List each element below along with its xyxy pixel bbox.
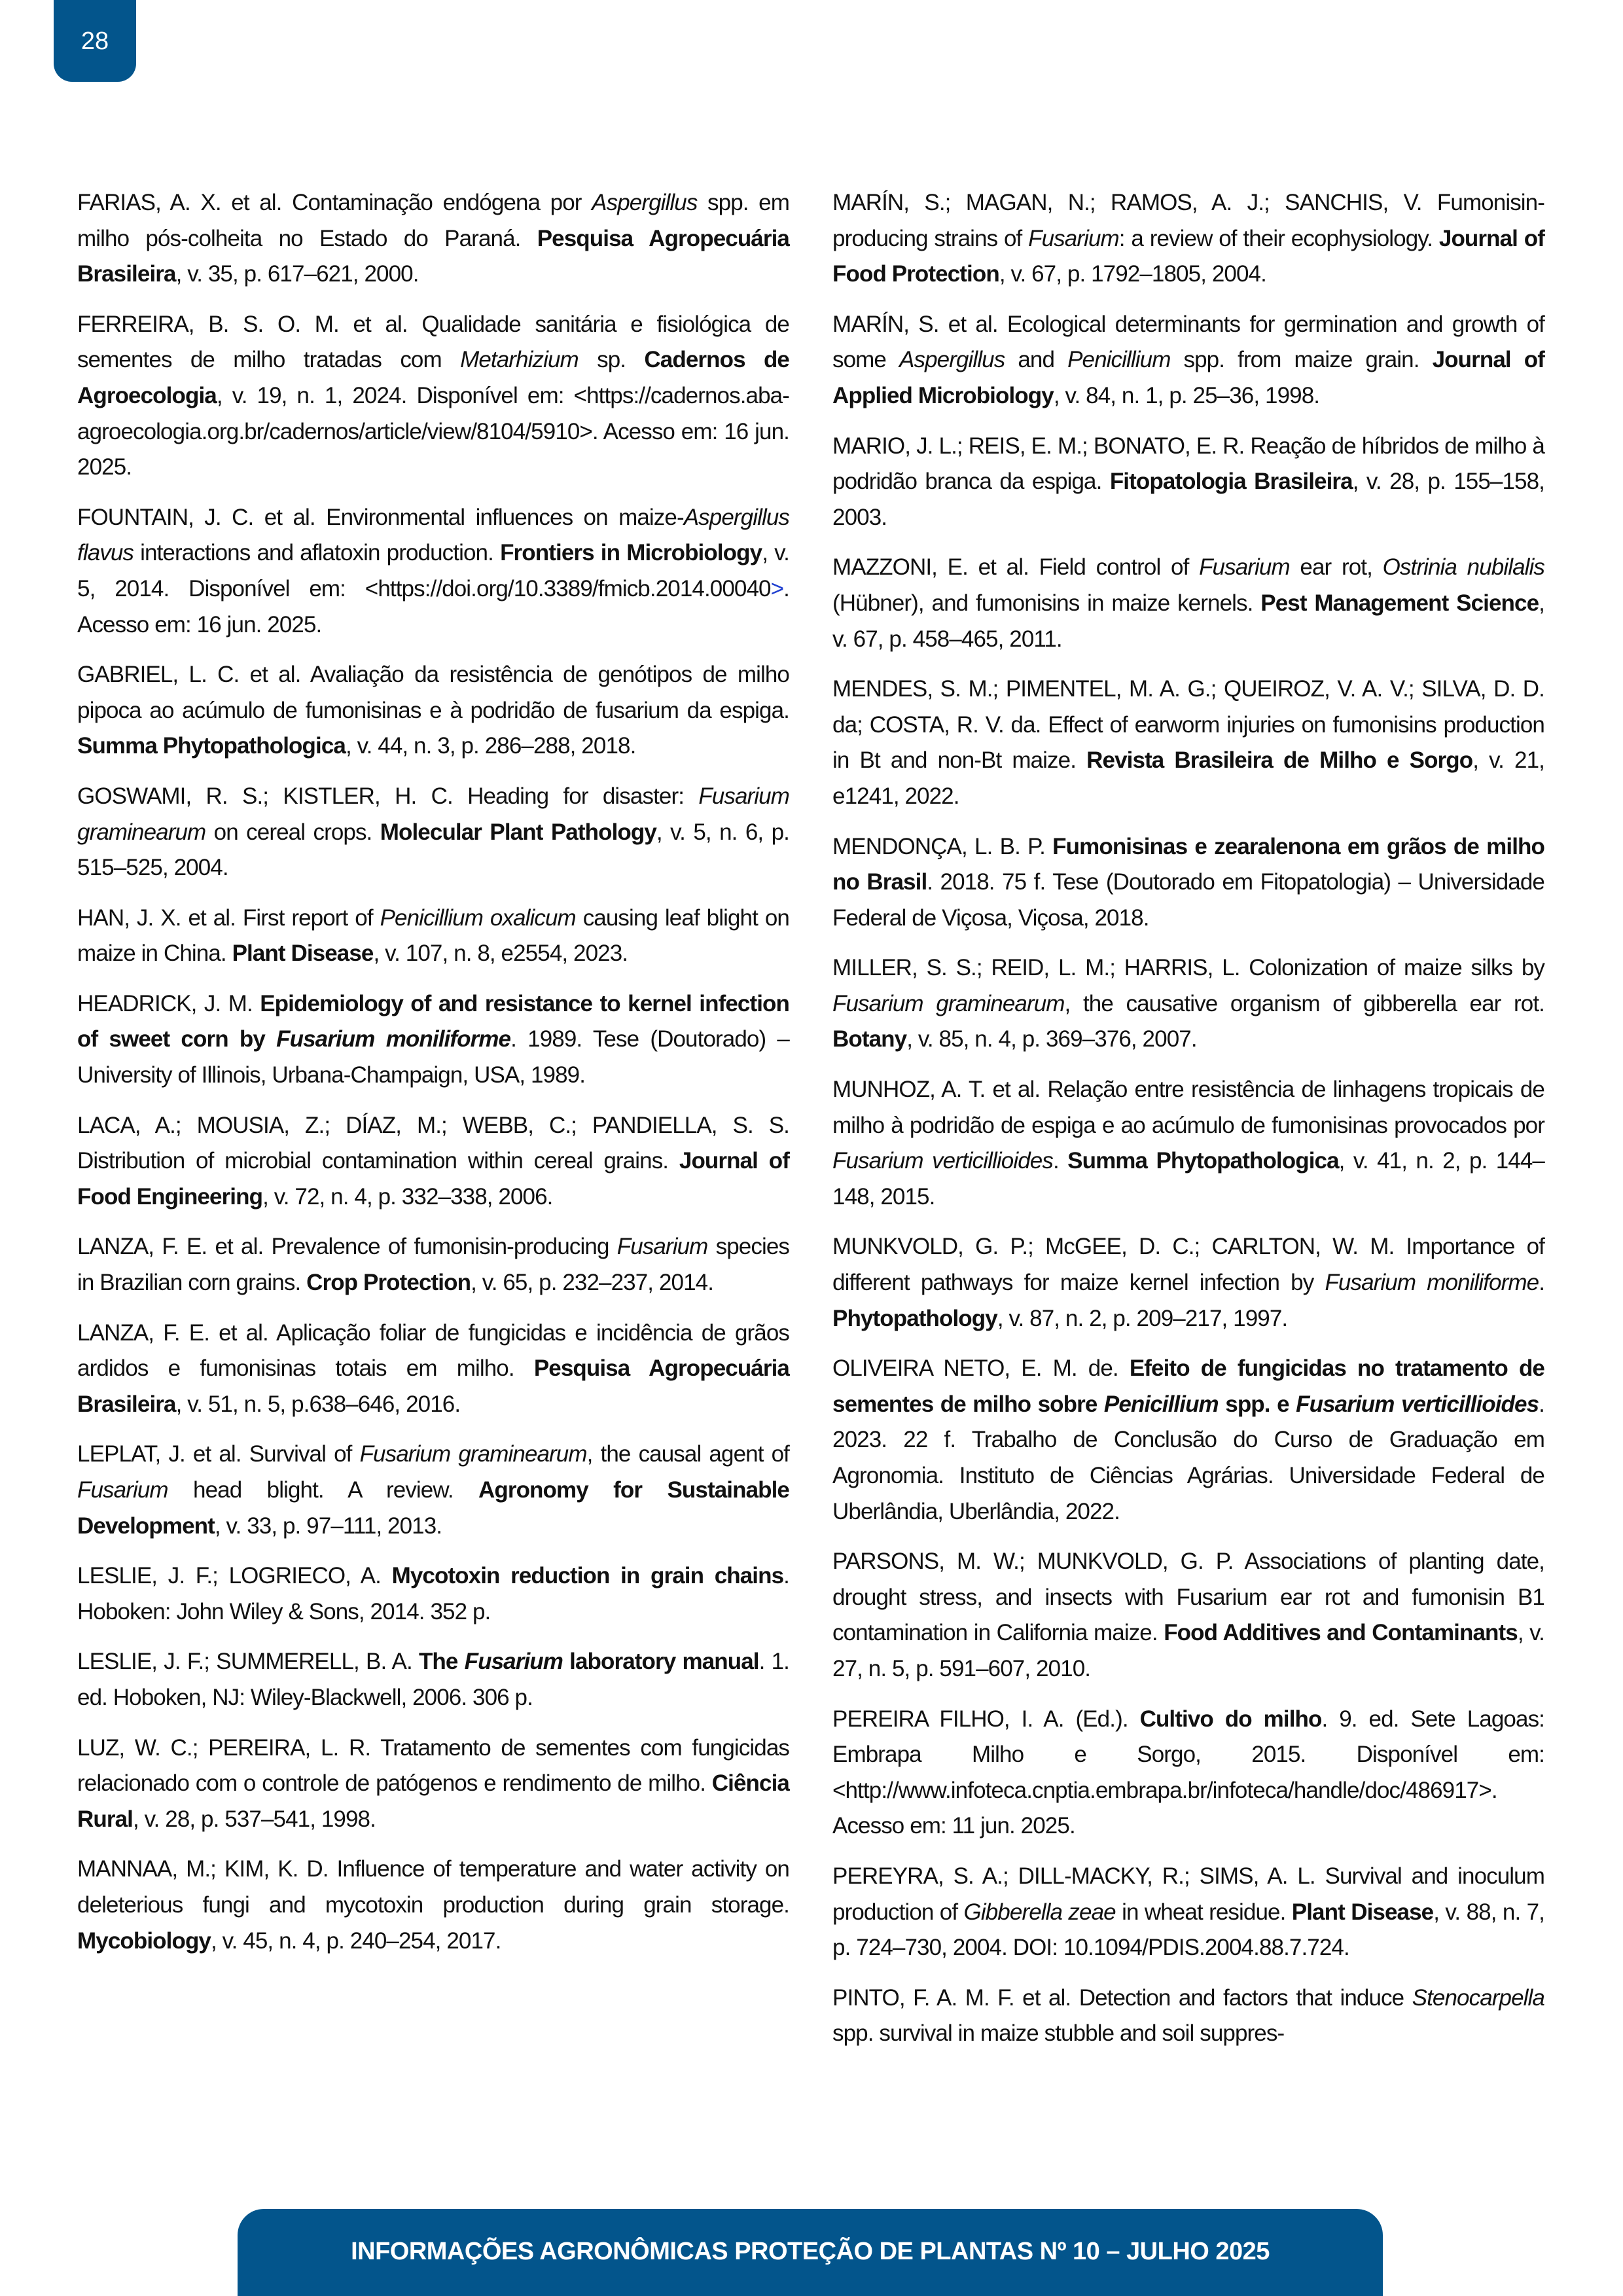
reference-text: . 2023. 22 f. Trabalho de Conclusão do Curso de Graduação em Agronomia. Instituto de Ciências Agrárias. Universidade Federal de Uberlândia, Uberlândia, 2022. [832, 1391, 1544, 1524]
reference-text: LEPLAT, J. et al. Survival of [77, 1441, 360, 1467]
reference-text: , v. 65, p. 232–237, 2014. [471, 1270, 714, 1296]
reference-title-bold: Penicillium [1103, 1391, 1219, 1417]
reference-text: species in Brazilian corn grains. [77, 1234, 790, 1296]
reference-text: MANNAA, M.; KIM, K. D. Influence of temperature and water activity on deleterious fungi and mycotoxin production during grain storage. [77, 1856, 789, 1918]
reference-species-italic: Fusarium [616, 1234, 708, 1260]
page-number-badge [54, 0, 136, 82]
reference-species-italic: Aspergillus flavus [77, 504, 789, 566]
reference-species-italic: Penicillium oxalicum [380, 905, 576, 931]
reference-text: , v. 5, n. 6, p. 515–525, 2004. [77, 819, 789, 881]
reference-text: , the causal agent of [586, 1441, 789, 1467]
reference-text: LESLIE, J. F.; SUMMERELL, B. A. [77, 1649, 419, 1675]
reference-text: MENDONÇA, L. B. P. [832, 833, 1053, 859]
footer-publication-title: INFORMAÇÕES AGRONÔMICAS PROTEÇÃO DE PLANTAS Nº 10 – JULHO 2025 [351, 2238, 1270, 2265]
reference-entry [832, 1544, 1544, 1687]
reference-text: MUNHOZ, A. T. et al. Relação entre resistência de linhagens tropicais de milho à podridão de espiga e ao acúmulo de fumonisinas provocados por [832, 1077, 1544, 1138]
reference-title-bold: Journal of Food Protection [832, 225, 1544, 287]
reference-text: FOUNTAIN, J. C. et al. Environmental influences on maize- [77, 504, 684, 530]
reference-species-italic: Fusarium graminearum [832, 990, 1065, 1016]
reference-text: LACA, A.; MOUSIA, Z.; DÍAZ, M.; WEBB, C.; PANDIELLA, S. S. Distribution of microbial contamination within cereal grains. [77, 1112, 789, 1174]
reference-entry [832, 1072, 1544, 1215]
reference-entry [77, 657, 789, 764]
reference-title-bold: Pesquisa Agropecuária Brasileira [77, 225, 789, 287]
reference-title-bold: Fumonisinas e zearalenona em grãos de milho no Brasil [832, 833, 1544, 895]
reference-entry [77, 307, 789, 486]
reference-text: , v. 45, n. 4, p. 240–254, 2017. [211, 1928, 501, 1954]
reference-entry [77, 1229, 789, 1300]
reference-text: MARIO, J. L.; REIS, E. M.; BONATO, E. R. Reação de híbridos de milho à podridão branca da espiga. [832, 433, 1544, 495]
reference-text: (Hübner), and fumonisins in maize kernels. [832, 590, 1261, 616]
reference-title-bold: Plant Disease [232, 941, 374, 967]
reference-title-bold: Summa Phytopathologica [1067, 1148, 1339, 1174]
reference-text: in wheat residue. [1115, 1899, 1292, 1925]
reference-text: sp. [578, 347, 645, 373]
reference-text: , v. 44, n. 3, p. 286–288, 2018. [345, 733, 636, 759]
reference-species-italic: Aspergillus [899, 347, 1005, 373]
reference-entry [77, 185, 789, 293]
reference-text: , v. 72, n. 4, p. 332–338, 2006. [262, 1183, 553, 1210]
reference-species-italic: Fusarium [1028, 225, 1119, 251]
reference-entry [77, 1731, 789, 1838]
reference-species-italic: Fusarium graminearum [359, 1441, 587, 1467]
reference-species-italic: Fusarium moniliforme [1325, 1270, 1539, 1296]
reference-text: on cereal crops. [205, 819, 380, 845]
reference-species-italic: Fusarium graminearum [77, 783, 789, 845]
reference-entry [77, 1852, 789, 1959]
reference-title-bold: Crop Protection [306, 1270, 471, 1296]
reference-text: MILLER, S. S.; REID, L. M.; HARRIS, L. Colonization of maize silks by [832, 955, 1544, 981]
reference-species-italic: Stenocarpella [1412, 1984, 1544, 2011]
reference-title-bold: Revista Brasileira de Milho e Sorgo [1086, 747, 1473, 774]
reference-text: , v. 51, n. 5, p.638–646, 2016. [175, 1391, 461, 1417]
reference-text: , v. 21, e1241, 2022. [832, 747, 1545, 809]
reference-title-bold: laboratory manual [563, 1649, 759, 1675]
reference-title-bold: Phytopathology [832, 1305, 997, 1331]
reference-title-bold: Food Additives and Contaminants [1164, 1620, 1518, 1646]
reference-text: . 2018. 75 f. Tese (Doutorado em Fitopatologia) – Universidade Federal de Viçosa, Viçosa, 2018. [832, 869, 1544, 931]
reference-text: , v. 84, n. 1, p. 25–36, 1998. [1053, 382, 1320, 408]
reference-text: PEREYRA, S. A.; DILL-MACKY, R.; SIMS, A. L. Survival and inoculum production of [832, 1863, 1544, 1925]
reference-text: > [770, 575, 784, 601]
reference-text: , v. 19, n. 1, 2024. Disponível em: <https://cadernos.aba-agroecologia.org.br/cadernos/article/view/8104/5910>. Acesso em: 16 jun. 2025. [77, 382, 789, 480]
reference-species-italic: Penicillium [1067, 347, 1171, 373]
reference-title-bold: Botany [832, 1026, 907, 1052]
reference-species-italic: Gibberella zeae [963, 1899, 1116, 1925]
reference-entry [832, 550, 1544, 657]
reference-text: , the causative organism of gibberella ear rot. [1064, 990, 1544, 1016]
reference-text: , v. 5, 2014. Disponível em: <https://doi.org/10.3389/fmicb.2014.00040 [77, 540, 789, 601]
reference-species-italic: Fusarium [1199, 554, 1290, 581]
reference-title-bold: Summa Phytopathologica [77, 733, 346, 759]
reference-entry [77, 1558, 789, 1630]
reference-text: PINTO, F. A. M. F. et al. Detection and factors that induce [832, 1984, 1412, 2011]
reference-title-bold: Cultivo do milho [1139, 1706, 1322, 1732]
reference-title-bold: Agronomy for Sustainable Development [77, 1477, 790, 1539]
reference-species-italic: Metarhizium [460, 347, 579, 373]
reference-text: FARIAS, A. X. et al. Contaminação endógena por [77, 190, 592, 215]
reference-title-bold: Fusarium moniliforme [276, 1026, 511, 1052]
reference-title-bold: Cadernos de Agroecologia [77, 347, 789, 408]
reference-text: ear rot, [1289, 554, 1383, 581]
reference-entry [832, 672, 1544, 814]
reference-species-italic: Ostrinia nubilalis [1382, 554, 1545, 581]
reference-entry [77, 779, 789, 886]
reference-text: , v. 27, n. 5, p. 591–607, 2010. [832, 1620, 1544, 1681]
reference-title-bold: Plant Disease [1291, 1899, 1434, 1925]
reference-text: , v. 88, n. 7, p. 724–730, 2004. DOI: 10.1094/PDIS.2004.88.7.724. [832, 1899, 1545, 1961]
page-number: 28 [80, 27, 109, 55]
reference-text: , v. 41, n. 2, p. 144–148, 2015. [832, 1148, 1544, 1210]
reference-title-bold: Mycotoxin reduction in grain chains [391, 1563, 784, 1589]
references-column-right [832, 185, 1544, 2066]
reference-title-bold: Pesquisa Agropecuária Brasileira [77, 1355, 789, 1417]
reference-title-bold: Frontiers in Microbiology [500, 540, 762, 566]
footer-bar [238, 2209, 1383, 2296]
reference-title-bold: The [418, 1649, 465, 1675]
reference-text: causing leaf blight on maize in China. [77, 905, 789, 967]
reference-text: , v. 33, p. 97–111, 2013. [214, 1513, 442, 1539]
reference-text: spp. from maize grain. [1170, 347, 1433, 373]
reference-entry [832, 1702, 1544, 1844]
reference-text: . 9. ed. Sete Lagoas: Embrapa Milho e Sorgo, 2015. Disponível em: <http://www.infoteca.cnptia.embrapa.br/infoteca/handle/doc/486917>. Acesso em: 11 jun. 2025. [832, 1706, 1544, 1839]
reference-entry [77, 1316, 789, 1423]
reference-text: interactions and aflatoxin production. [134, 540, 501, 566]
reference-entry [832, 429, 1544, 536]
reference-title-bold: Journal of Applied Microbiology [832, 347, 1544, 408]
reference-title-bold: Journal of Food Engineering [77, 1148, 789, 1210]
reference-text: . [1052, 1148, 1068, 1174]
reference-text: HEADRICK, J. M. [77, 990, 260, 1016]
reference-entry [77, 1108, 789, 1215]
reference-species-italic: Fusarium verticillioides [832, 1148, 1053, 1174]
reference-text: . Acesso em: 16 jun. 2025. [77, 575, 789, 637]
reference-entry [832, 1859, 1544, 1966]
reference-entry [77, 500, 789, 643]
reference-text: MARÍN, S. et al. Ecological determinants for germination and growth of some [832, 311, 1544, 373]
reference-text: MAZZONI, E. et al. Field control of [832, 554, 1200, 581]
reference-entry [832, 1351, 1544, 1530]
reference-text: , v. 28, p. 537–541, 1998. [132, 1806, 376, 1832]
reference-text: LUZ, W. C.; PEREIRA, L. R. Tratamento de sementes com fungicidas relacionado com o controle de patógenos e rendimento de milho. [77, 1734, 789, 1797]
reference-title-bold: Pest Management Science [1260, 590, 1539, 616]
reference-text: LANZA, F. E. et al. Aplicação foliar de fungicidas e incidência de grãos ardidos e fumonisinas totais em milho. [77, 1319, 789, 1382]
reference-entry [77, 986, 789, 1094]
reference-entry [832, 307, 1544, 414]
reference-text: , v. 67, p. 458–465, 2011. [832, 590, 1544, 652]
reference-entry [77, 1437, 789, 1544]
reference-title-bold: Mycobiology [77, 1928, 211, 1954]
reference-entry [832, 1229, 1544, 1336]
reference-entry [77, 1644, 789, 1715]
reference-title-bold: Fusarium [464, 1649, 563, 1675]
reference-text: MUNKVOLD, G. P.; McGEE, D. C.; CARLTON, W. M. Importance of different pathways for maize kernel infection by [832, 1234, 1544, 1296]
references-column-left [77, 185, 789, 1973]
reference-text: : a review of their ecophysiology. [1118, 225, 1439, 251]
reference-entry [832, 185, 1544, 293]
reference-title-bold: Efeito de fungicidas no tratamento de sementes de milho sobre [832, 1355, 1544, 1417]
reference-title-bold: Fusarium verticillioides [1296, 1391, 1539, 1417]
reference-title-bold: Molecular Plant Pathology [380, 819, 656, 845]
reference-entry [832, 950, 1544, 1058]
reference-text: . 1. ed. Hoboken, NJ: Wiley-Blackwell, 2006. 306 p. [77, 1649, 790, 1710]
reference-text: LESLIE, J. F.; LOGRIECO, A. [77, 1563, 392, 1589]
reference-text: PEREIRA FILHO, I. A. (Ed.). [832, 1706, 1140, 1732]
reference-species-italic: Aspergillus [592, 190, 698, 215]
reference-text: MENDES, S. M.; PIMENTEL, M. A. G.; QUEIROZ, V. A. V.; SILVA, D. D. da; COSTA, R. V. da. Effect of earworm injuries on fumonisins production in Bt and non-Bt maize. [832, 676, 1544, 774]
reference-text: LANZA, F. E. et al. Prevalence of fumonisin-producing [77, 1234, 617, 1260]
reference-text: head blight. A review. [168, 1477, 478, 1503]
reference-title-bold: spp. e [1218, 1391, 1296, 1417]
reference-text: , v. 35, p. 617–621, 2000. [175, 261, 419, 287]
reference-text: , v. 107, n. 8, e2554, 2023. [373, 941, 628, 967]
reference-text: , v. 28, p. 155–158, 2003. [832, 469, 1544, 530]
reference-entry [832, 1981, 1544, 2052]
reference-species-italic: Fusarium [77, 1477, 168, 1503]
reference-text: , v. 85, n. 4, p. 369–376, 2007. [906, 1026, 1197, 1052]
reference-text: GOSWAMI, R. S.; KISTLER, H. C. Heading for disaster: [77, 783, 699, 809]
reference-text: OLIVEIRA NETO, E. M. de. [832, 1355, 1130, 1382]
reference-text: PARSONS, M. W.; MUNKVOLD, G. P. Associations of planting date, drought stress, and insects with Fusarium ear rot and fumonisin B1 contamination in California maize. [832, 1549, 1544, 1646]
reference-title-bold: Fitopatologia Brasileira [1109, 469, 1353, 495]
reference-text: , v. 67, p. 1792–1805, 2004. [999, 261, 1266, 287]
reference-text: , v. 87, n. 2, p. 209–217, 1997. [997, 1305, 1288, 1331]
reference-entry [832, 829, 1544, 937]
reference-text: . [1539, 1270, 1545, 1296]
reference-title-bold: Epidemiology of and resistance to kernel infection of sweet corn by [77, 990, 789, 1052]
reference-text: spp. em milho pós-colheita no Estado do Paraná. [77, 190, 789, 251]
reference-text: FERREIRA, B. S. O. M. et al. Qualidade sanitária e fisiológica de sementes de milho tratadas com [77, 311, 789, 373]
reference-text: and [1005, 347, 1068, 373]
reference-text: . Hoboken: John Wiley & Sons, 2014. 352 p. [77, 1563, 789, 1624]
reference-text: . 1989. Tese (Doutorado) – University of Illinois, Urbana-Champaign, USA, 1989. [77, 1026, 789, 1088]
reference-text: GABRIEL, L. C. et al. Avaliação da resistência de genótipos de milho pipoca ao acúmulo de fumonisinas e à podridão de fusarium da espiga. [77, 662, 789, 723]
reference-entry [77, 901, 789, 972]
reference-text: MARÍN, S.; MAGAN, N.; RAMOS, A. J.; SANCHIS, V. Fumonisin-producing strains of [832, 190, 1544, 251]
reference-text: spp. survival in maize stubble and soil suppres- [832, 2020, 1285, 2047]
reference-title-bold: Ciência Rural [77, 1770, 789, 1832]
reference-text: HAN, J. X. et al. First report of [77, 905, 380, 931]
